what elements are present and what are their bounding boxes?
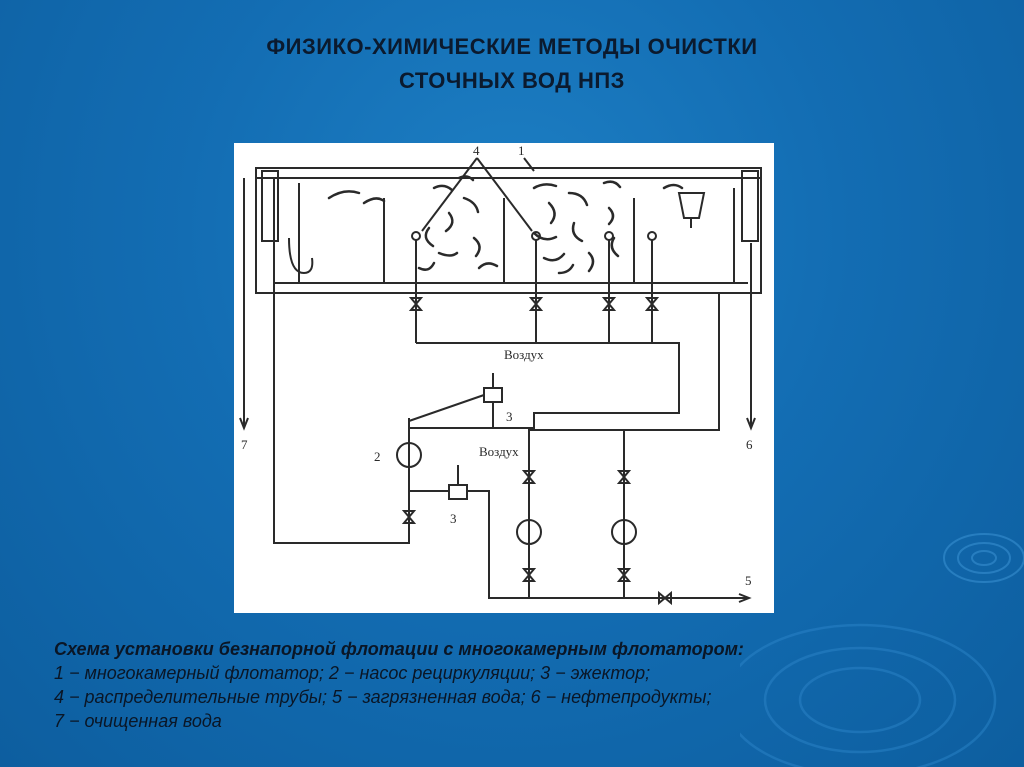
slide-title xyxy=(0,30,1024,98)
label-1: 1 xyxy=(518,143,525,158)
label-2: 2 xyxy=(374,449,381,464)
flotation-scheme-diagram xyxy=(234,143,774,613)
label-3-bottom: 3 xyxy=(450,511,457,526)
bubble-marks xyxy=(329,176,682,273)
label-3-top: 3 xyxy=(506,409,513,424)
title-line-2: СТОЧНЫХ ВОД НПЗ xyxy=(399,68,625,93)
title-line-1: ФИЗИКО-ХИМИЧЕСКИЕ МЕТОДЫ ОЧИСТКИ xyxy=(266,34,758,59)
label-7: 7 xyxy=(241,437,248,452)
caption-line-3: 7 − очищенная вода xyxy=(54,711,222,731)
water-ripple-decoration xyxy=(900,500,1024,620)
label-4: 4 xyxy=(473,143,480,158)
caption-line-2: 4 − распределительные трубы; 5 − загрязненная вода; 6 − нефтепродукты; xyxy=(54,687,712,707)
label-6: 6 xyxy=(746,437,753,452)
label-air-bottom: Воздух xyxy=(479,444,519,459)
label-air-top: Воздух xyxy=(504,347,544,362)
caption-title: Схема установки безнапорной флотации с многокамерным флотатором: xyxy=(54,639,744,659)
label-5: 5 xyxy=(745,573,752,588)
flotator-tank xyxy=(256,168,761,293)
caption-line-1: 1 − многокамерный флотатор; 2 − насос рециркуляции; 3 − эжектор; xyxy=(54,663,651,683)
diagram-svg xyxy=(234,143,774,613)
figure-caption xyxy=(54,637,994,733)
